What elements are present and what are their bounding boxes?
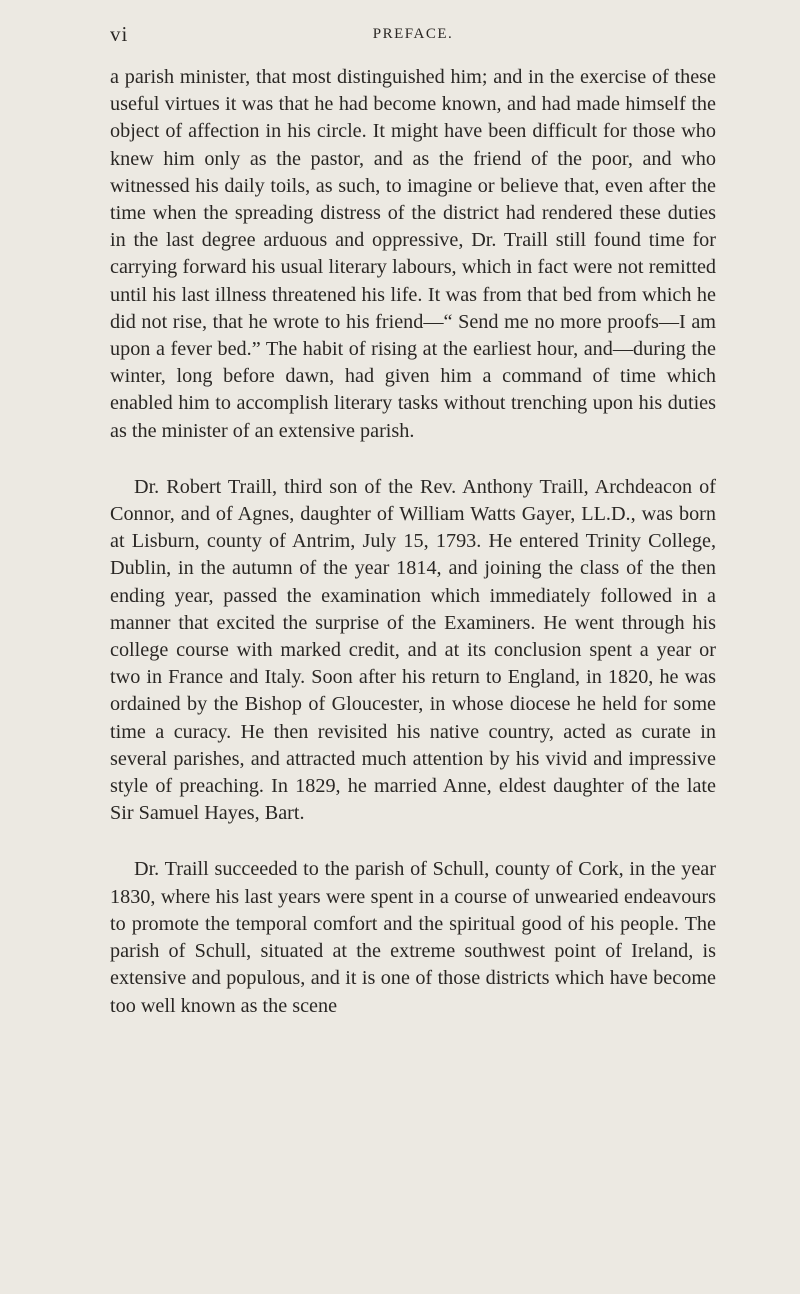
paragraph-biography: Dr. Robert Traill, third son of the Rev. Anthony Traill, Archdeacon of Connor, and of Agnes, daughter of William Watts Gayer, LL.D., was born at Lisburn, county of Antrim, July 15, 1793. He entered Trinity College, Dublin, in the autumn of the year 1814, and joining the class of the then ending year, passed the examination which immediately followed in a manner that excited the surprise of the Examiners. He went through his college course with marked credit, and at its conclusion spent a year or two in France and Italy. Soon after his return to England, in 1820, he was ordained by the Bishop of Gloucester, in whose diocese he held for some time a curacy. He then revisited his native country, acted as curate in several parishes, and attracted much attention by his vivid and impressive style of preaching. In 1829, he married Anne, eldest daughter of the late Sir Samuel Hayes, Bart.	[110, 475, 716, 825]
body-text	[110, 64, 716, 1020]
running-head: PREFACE.	[372, 26, 454, 42]
paragraph-schull: Dr. Traill succeeded to the parish of Schull, county of Cork, in the year 1830, where his last years were spent in a course of unwearied endeavours to promote the temporal comfort and the spiritual good of his people. The parish of Schull, situated at the extreme southwest point of Ireland, is extensive and populous, and it is one of those districts which have become too well known as the scene	[110, 858, 716, 1017]
page-header	[110, 0, 716, 64]
page-number: vi	[110, 22, 129, 46]
paragraph-continuation: a parish minister, that most distinguished him; and in the exercise of these useful virtues it was that he had become known, and had made himself the object of affection in his circle. It might have been difficult for those who knew him only as the pastor, and as the friend of the poor, and who witnessed his daily toils, as such, to imagine or believe that, even after the time when the spreading distress of the district had rendered these duties in the last degree arduous and oppressive, Dr. Traill still found time for carrying forward his usual literary labours, which in fact were not remitted until his last illness threatened his life. It was from that bed from which he did not rise, that he wrote to his friend—“ Send me no more proofs—I am upon a fever bed.” The habit of rising at the earliest hour, and—during the winter, long before dawn, had given him a command of time which enabled him to accomplish literary tasks without trenching upon his duties as the minister of an extensive parish.	[110, 66, 716, 442]
